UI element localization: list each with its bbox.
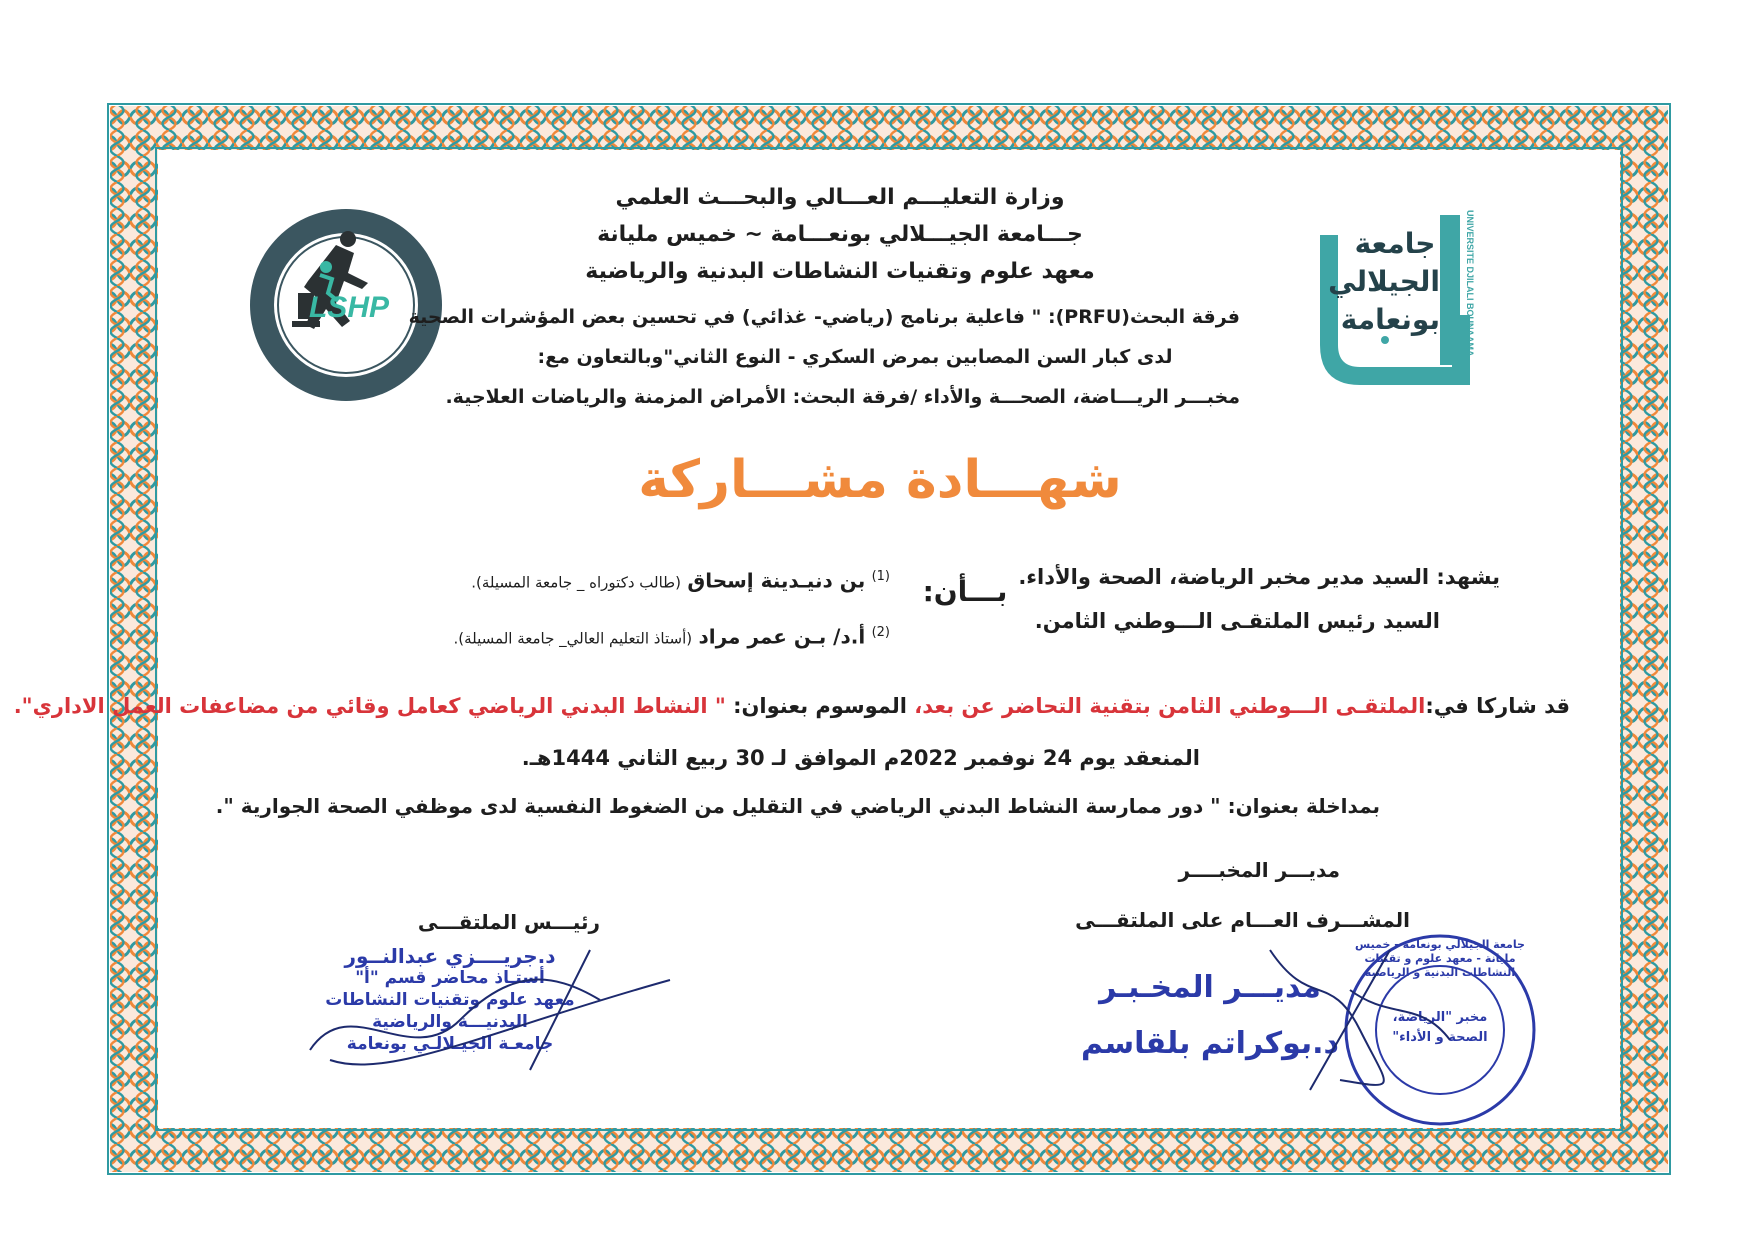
participant-2-name: أ.د/ بـن عمر مراد	[698, 624, 866, 649]
institute-name: معهد علوم وتقنيات النشاطات البدنية والرياضية	[585, 259, 1095, 284]
participation-prefix: قد شاركا في:	[1425, 694, 1570, 718]
university-logo-text: جامعة الجيلالي بونعامة	[1328, 227, 1440, 336]
participants-list	[420, 552, 890, 663]
research-team-line-3: مخبـــر الريـــاضة، الصحـــة والأداء /فرقة البحث: الأمراض المزمنة والرياضات العلاجية.	[445, 386, 1240, 408]
certificate-title: شهـــادة مشـــاركة	[638, 450, 1122, 510]
director-stamp-line-1: مديـــر المخـبـر	[1099, 970, 1321, 1005]
participant-2	[420, 608, 890, 664]
seal-inner-text: مخبر "الرياضة، الصحة و الأداء"	[1392, 1010, 1488, 1045]
chair-stamp-line-3: معهد علوم وتقنيات النشاطات	[325, 990, 575, 1010]
witness-line-2: السيد رئيس الملتقـى الـــوطني الثامن.	[1034, 609, 1440, 633]
that-label: بـــأن:	[922, 575, 1008, 608]
witness-label: يشهد:	[1436, 565, 1500, 589]
titled-label: الموسوم بعنوان:	[725, 694, 915, 718]
lab-director-title: مديـــر المخبــــر	[1178, 858, 1340, 882]
seal-outer-text: جامعة الجيلالي بونعامة - خميس مليانة - معهد علوم و تقنيات النشاطات البدنية و الرياضية	[1355, 938, 1525, 979]
chair-stamp-line-1: د.جريــــزي عبدالنــور	[344, 944, 556, 968]
university-name: جـــامعة الجيـــلالي بونعـــامة ~ خميس مليانة	[597, 222, 1083, 247]
university-logo-latin: UNIVERSITE DJILALI BOUNAAMA	[1465, 210, 1475, 357]
participant-1-name: بن دنيـدينة إسحاق	[687, 568, 866, 593]
participant-1-description: (طالب دكتوراه _ جامعة المسيلة).	[471, 573, 681, 592]
chair-stamp-line-2: أستـاذ محاضر قسم "أ"	[355, 968, 545, 988]
conference-chair-title: رئيـــس الملتقـــى	[417, 910, 600, 934]
general-supervisor-title: المشـــرف العـــام على الملتقـــى	[1075, 908, 1410, 932]
participant-1	[420, 552, 890, 608]
chair-stamp-line-4: البدنيـــة والرياضية	[372, 1012, 528, 1032]
participation-line	[13, 688, 1570, 724]
participant-2-description: (أستاذ التعليم العالي_ جامعة المسيلة).	[453, 629, 693, 648]
witness-line-1: السيد مدير مخبر الرياضة، الصحة والأداء.	[1018, 565, 1430, 589]
research-team-line-2: لدى كبار السن المصابين بمرض السكري - النوع الثاني"وبالتعاون مع:	[537, 346, 1173, 368]
participant-2-number: (2)	[871, 624, 890, 640]
chair-signature	[290, 930, 690, 1080]
event-date: المنعقد يوم 24 نوفمبر 2022م الموافق لـ 30 ربيع الثاني 1444هـ.	[521, 746, 1200, 770]
intervention-title: بمداخلة بعنوان: " دور ممارسة النشاط البدني الرياضي في التقليل من الضغوط النفسية لدى موظفي الصحة الجوارية ".	[215, 794, 1380, 818]
witness-block	[1018, 555, 1500, 643]
director-stamp-line-2: د.بوكراتم بلقاسم	[1081, 1026, 1339, 1061]
event-theme: " النشاط البدني الرياضي كعامل وقائي من مضاعفات العمل الاداري".	[13, 694, 726, 718]
chair-stamp-line-5: جامعـة الجيـلالـي بونعامة	[346, 1034, 554, 1054]
university-logo	[1310, 205, 1500, 395]
event-name: الملتقـى الـــوطني الثامن بتقنية التحاضر عن بعد،	[914, 694, 1426, 718]
director-signature	[1250, 930, 1470, 1100]
ministry-name: وزارة التعليـــم العـــالي والبحـــث العلمي	[615, 185, 1065, 210]
research-team-line-1: فرقة البحث(PRFU): " فاعلية برنامج (رياضي- غذائي) في تحسين بعض المؤشرات الصحية	[408, 306, 1240, 328]
lshp-logo-text: LSHP	[308, 291, 389, 324]
participant-1-number: (1)	[871, 569, 890, 584]
